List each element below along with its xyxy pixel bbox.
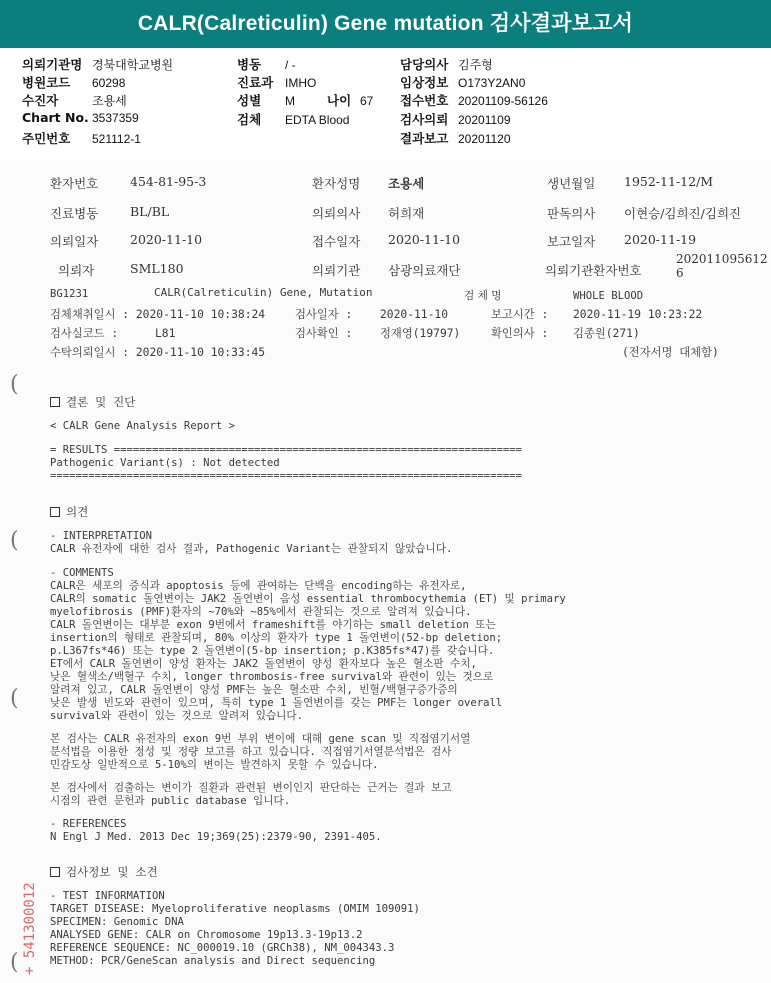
section-bullet-icon — [50, 507, 60, 517]
section-opinion: 의견 — [50, 506, 88, 520]
analysed-gene: ANALYSED GENE: CALR on Chromosome 19p13.3-19p13.2 — [50, 929, 363, 941]
requester-label: 의뢰자 — [58, 263, 95, 278]
test-date-label: 검사일자 : — [295, 308, 353, 321]
referring-doctor-label: 의뢰의사 — [312, 206, 361, 221]
results-header: = RESULTS ================================================================ — [50, 444, 522, 456]
results-divider: ========================================================================== — [50, 470, 522, 482]
method: METHOD: PCR/GeneScan analysis and Direct sequencing — [50, 955, 376, 967]
comments-line: insertion의 형태로 관찰되며, 80% 이상의 환자가 type 1 돌연변이(52-bp deletion; — [50, 632, 503, 644]
comments-line: 낮은 발생 빈도와 관련이 있으며, 특히 type 1 돌연변이를 갖는 PMF는 longer overall — [50, 697, 503, 709]
test-info-heading: - TEST INFORMATION — [50, 890, 165, 902]
verifier-value: 정재영(19797) — [380, 327, 461, 340]
patient-name-value: 조용세 — [388, 176, 425, 191]
binder-hole-mark: ( — [10, 372, 19, 397]
header-row-patient: 수진자 조용세 — [22, 93, 127, 108]
interpretation-text: CALR 유전자에 대한 검사 결과, Pathogenic Variant는 관찰되지 않았습니다. — [50, 543, 453, 555]
requester-value: SML180 — [130, 261, 184, 276]
reference-citation: N Engl J Med. 2013 Dec 19;369(25):2379-90, 2391-405. — [50, 831, 382, 843]
lab-code-value: L81 — [155, 327, 176, 340]
request-date-value: 2020-11-10 — [130, 232, 203, 247]
basis-paragraph-line: 본 검사에서 검출하는 변이가 질환과 관련된 변이인지 판단하는 근거는 결과 보고 — [50, 782, 452, 794]
method-paragraph-line: 분석법을 이용한 정성 및 정량 보고를 하고 있습니다. 직접염기서열분석법은 검사 — [50, 746, 452, 758]
header-row-department: 진료과 IMHO — [237, 75, 317, 90]
header-row-chart-no: Chart No. 3537359 — [22, 110, 139, 125]
method-paragraph-line: 본 검사는 CALR 유전자의 exon 9번 부위 변이에 대해 gene scan 및 직접염기서열 — [50, 733, 471, 745]
reading-doctor-label: 판독의사 — [547, 206, 596, 221]
header-row-hospital-code: 병원코드 60298 — [22, 75, 126, 90]
collection-datetime: 검체채취일시 : 2020-11-10 10:38:24 — [50, 308, 266, 321]
consignment-datetime: 수탁의뢰일시 : 2020-11-10 10:33:45 — [50, 346, 266, 359]
basis-paragraph-line: 시점의 관련 문헌과 public database 입니다. — [50, 795, 291, 807]
header-row-physician: 담당의사 김주형 — [400, 57, 493, 72]
header-row-receipt-no: 접수번호 20201109-56126 — [400, 93, 548, 108]
report-title: CALR(Calreticulin) Gene mutation 검사결과보고서 — [0, 0, 771, 48]
header-row-specimen: 검체 EDTA Blood — [237, 112, 350, 127]
pathogenic-variant-result: Pathogenic Variant(s) : Not detected — [50, 457, 280, 469]
ward-value: BL/BL — [130, 204, 170, 219]
specimen-value: WHOLE BLOOD — [573, 290, 644, 302]
test-name: CALR(Calreticulin) Gene, Mutation — [154, 286, 373, 299]
patient-name-label: 환자성명 — [312, 176, 361, 191]
referring-doctor-value: 허희재 — [388, 206, 425, 221]
scanned-report — [0, 160, 771, 983]
ward-label: 진료병동 — [50, 206, 99, 221]
section-bullet-icon — [50, 867, 60, 877]
report-time-value: 2020-11-19 10:23:22 — [573, 308, 703, 321]
comments-line: survival와 관련이 있는 것으로 알려져 있습니다. — [50, 710, 304, 722]
method-paragraph-line: 민감도상 일반적으로 5-10%의 변이는 발견하지 못할 수 있습니다. — [50, 759, 379, 771]
comments-line: 낮은 혈색소/백혈구 수치, longer thrombosis-free survival와 관련이 있는 것으로 — [50, 671, 494, 683]
institution-patient-no-value: 202011095612 — [676, 252, 768, 266]
test-code: BG1231 — [50, 288, 89, 300]
reading-doctor-value: 이현승/김희진/김희진 — [624, 206, 742, 221]
specimen-label: 검 체 명 — [464, 290, 502, 302]
interpretation-heading: - INTERPRETATION — [50, 530, 153, 542]
section-conclusion: 결론 및 진단 — [50, 396, 135, 410]
comments-line: CALR의 somatic 돌연변이는 JAK2 돌연변이 음성 essential thrombocythemia (ET) 및 primary — [50, 593, 566, 605]
report-date-label: 보고일자 — [547, 234, 596, 249]
side-document-code: + 541300012 — [22, 882, 38, 975]
header-row-clinical-info: 임상정보 O173Y2AN0 — [400, 75, 526, 90]
comments-line: p.L367fs*46) 또는 type 2 돌연변이(5-bp insertion; p.K385fs*47)를 갖습니다. — [50, 645, 495, 657]
report-time-label: 보고시간 : — [491, 308, 549, 321]
specimen-type: SPECIMEN: Genomic DNA — [50, 916, 184, 928]
comments-line: CALR 돌연변이는 대부분 exon 9번에서 frameshift를 야기하는 small deletion 또는 — [50, 619, 496, 631]
reference-sequence: REFERENCE SEQUENCE: NC_000019.10 (GRCh38), NM_004343.3 — [50, 942, 395, 954]
referring-institution-label: 의뢰기관 — [312, 263, 361, 278]
confirming-doctor-value: 김종원(271) — [573, 327, 640, 340]
confirming-doctor-label: 확인의사 : — [491, 327, 549, 340]
comments-line: ET에서 CALR 돌연변이 양성 환자는 JAK2 돌연변이 양성 환자보다 높은 혈소판 수치, — [50, 658, 477, 670]
lab-code-label: 검사실코드 : — [50, 327, 119, 340]
binder-hole-mark: ( — [10, 528, 19, 553]
binder-hole-mark: ( — [10, 950, 19, 975]
comments-line: CALR은 세포의 증식과 apoptosis 등에 관여하는 단백을 encoding하는 유전자로, — [50, 580, 467, 592]
header-row-request-date: 검사의뢰 20201109 — [400, 112, 511, 127]
birth-date-label: 생년월일 — [547, 176, 596, 191]
referring-institution-value: 삼광의료재단 — [388, 263, 461, 278]
comments-heading: - COMMENTS — [50, 567, 114, 579]
header-row-resident-no: 주민번호 521112-1 — [22, 131, 141, 146]
references-heading: - REFERENCES — [50, 818, 127, 830]
institution-patient-no-label: 의뢰기관환자번호 — [545, 263, 642, 278]
patient-id-label: 환자번호 — [50, 176, 99, 191]
institution-patient-no-suffix: 6 — [676, 266, 684, 280]
analysis-report-title: < CALR Gene Analysis Report > — [50, 420, 235, 432]
header-row-report-date: 결과보고 20201120 — [400, 131, 511, 146]
receipt-date-label: 접수일자 — [312, 234, 361, 249]
binder-hole-mark: ( — [10, 686, 19, 711]
birth-date-value: 1952-11-12/M — [624, 174, 714, 189]
test-date-value: 2020-11-10 — [380, 308, 449, 321]
receipt-date-value: 2020-11-10 — [388, 232, 461, 247]
header-row-ward: 병동 / - — [237, 57, 296, 72]
section-test-info: 검사정보 및 소견 — [50, 866, 158, 880]
section-bullet-icon — [50, 397, 60, 407]
e-signature-note: (전자서명 대체함) — [622, 346, 719, 359]
request-date-label: 의뢰일자 — [50, 234, 99, 249]
target-disease: TARGET DISEASE: Myeloproliferative neoplasms (OMIM 109091) — [50, 903, 420, 915]
report-date-value: 2020-11-19 — [624, 232, 697, 247]
verifier-label: 검사확인 : — [295, 327, 353, 340]
comments-line: 알려져 있고, CALR 돌연변이 양성 PMF는 높은 혈소판 수치, 빈혈/백혈구증가증의 — [50, 684, 458, 696]
header-row-institution: 의뢰기관명 경북대학교병원 — [22, 57, 174, 72]
patient-id-value: 454-81-95-3 — [130, 174, 207, 189]
header-row-sex: 성별 M 나이 67 — [237, 93, 374, 108]
comments-line: myelofibrosis (PMF)환자의 ~70%와 ~85%에서 관찰되는 것으로 알려져 있습니다. — [50, 606, 472, 618]
